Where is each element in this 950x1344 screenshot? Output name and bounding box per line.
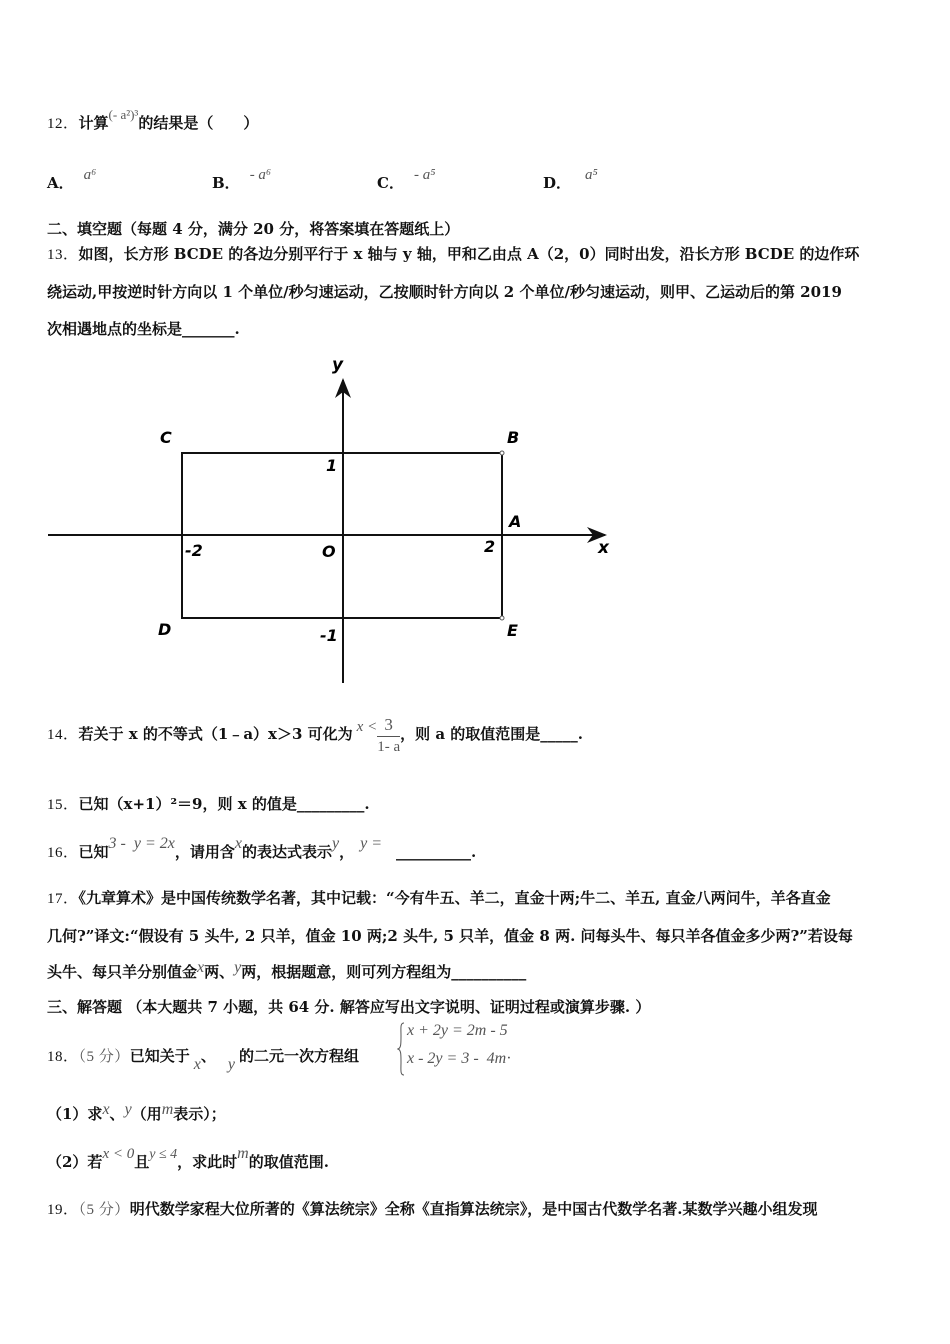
label-e: E	[507, 621, 518, 640]
q16-eq2: y =	[360, 835, 383, 852]
choice-label: C．	[377, 174, 404, 192]
axis-y-label: y	[332, 355, 344, 375]
question-number: 14．	[47, 727, 79, 743]
q16-var-y: y	[332, 835, 340, 852]
q15-text: 已知（x+1）²＝9，则 x 的值是_________.	[78, 795, 370, 813]
q17-var-x: x	[197, 959, 205, 976]
q13-line3: 次相遇地点的坐标是_______.	[47, 320, 240, 338]
question-number: 17．	[47, 891, 79, 907]
q12-suffix: 的结果是（ ）	[138, 114, 259, 132]
axis-x-label: x	[598, 538, 609, 558]
part2-label: （2）若	[47, 1153, 103, 1171]
q18-part1	[47, 1101, 906, 1125]
equation-1: x + 2y = 2m - 5	[407, 1022, 508, 1039]
part1-text-c: 表示）；	[173, 1105, 226, 1123]
fraction-denominator: 1- a	[377, 738, 401, 755]
q19-score: （5 分）	[78, 1202, 130, 1218]
section2-title: 二、填空题（每题 4 分，满分 20 分，将答案填在答题纸上）	[47, 220, 460, 238]
q15-stem	[47, 794, 906, 815]
q18-score: （5 分）	[78, 1049, 130, 1065]
q17-text3c: 两，根据题意，则可列方程组为__________	[241, 963, 527, 981]
tick-x-neg2: -2	[185, 541, 203, 560]
label-d: D	[158, 620, 172, 639]
q17-line2: 几何?”译文:“假设有 5 头牛, 2 只羊，值金 10 两;2 头牛, 5 只羊，值金 8 两. 问每头牛、每只羊各值金多少两?”若设每	[47, 927, 853, 945]
part1-text-b: （用	[131, 1105, 162, 1123]
coordinate-figure	[40, 350, 630, 690]
q18-part2	[47, 1145, 906, 1174]
question-number: 13．	[47, 247, 79, 263]
part2-cond2: y ≤ 4	[149, 1147, 178, 1162]
choice-value: a⁵	[585, 167, 598, 183]
part1-var-x: x	[102, 1101, 110, 1118]
choice-value: - a⁶	[249, 167, 272, 183]
q13-line1	[47, 244, 906, 265]
part2-text-c: 的取值范围.	[248, 1153, 329, 1171]
q17-var-y: y	[234, 959, 242, 976]
q18-equation-system	[397, 1022, 537, 1078]
choice-label: B．	[212, 174, 240, 192]
fraction-numerator: 3	[377, 714, 400, 737]
q16-mid2: 的表达式表示	[241, 843, 332, 861]
q18-var-y: y	[227, 1056, 236, 1073]
point-e	[500, 616, 504, 620]
point-b	[500, 451, 504, 455]
q17-line1	[47, 888, 906, 909]
tick-x-2: 2	[484, 537, 496, 556]
question-number: 16．	[47, 845, 79, 861]
question-number: 15．	[47, 797, 79, 813]
q16-blank[interactable]: __________.	[396, 843, 477, 861]
part2-cond1: x < 0	[102, 1146, 135, 1162]
label-a: A	[509, 512, 522, 531]
equation-2	[407, 1050, 512, 1068]
q17-text1: 《九章算术》是中国传统数学名著，其中记载：“今有牛五、羊二，直金十两;牛二、羊五, 直金八两问牛，羊各直金	[78, 889, 831, 907]
choice-value: a⁶	[83, 167, 97, 183]
q16-mid1: ，请用含	[174, 843, 235, 861]
part1-var-y: y	[124, 1101, 132, 1118]
q16-prefix: 已知	[78, 843, 109, 861]
tick-y-neg1: -1	[320, 626, 338, 645]
q16-equation: 3 - y = 2x	[108, 835, 175, 852]
q19-text: 明代数学家程大位所著的《算法统宗》全称《直指算法统宗》，是中国古代数学名著.某数学兴趣小组发现	[129, 1200, 818, 1218]
q17-text3a: 头牛、每只羊分别值金	[47, 963, 198, 981]
choice-label: D．	[543, 174, 572, 192]
question-number: 18．	[47, 1049, 79, 1065]
equation-2-text: x - 2y = 3 - 4m	[407, 1050, 507, 1067]
q18-var-x: x	[193, 1056, 201, 1073]
q16-mid3: ，	[339, 843, 355, 861]
label-c: C	[160, 428, 172, 447]
q18-text-a: 已知关于	[129, 1047, 190, 1065]
part2-text-b: ，求此时	[177, 1153, 238, 1171]
section3-title: 三、解答题 （本大题共 7 小题，共 64 分. 解答应写出文字说明、证明过程或演算步骤. ）	[47, 998, 651, 1016]
equation-2-end: ·	[506, 1050, 512, 1067]
q12-prefix: 计算	[78, 114, 109, 132]
left-brace-icon	[397, 1022, 405, 1076]
choice-d[interactable]	[543, 167, 598, 193]
q14-stem	[47, 712, 906, 756]
part2-var-m: m	[237, 1145, 249, 1162]
label-b: B	[507, 428, 520, 447]
q18-sep: 、	[200, 1047, 216, 1065]
part1-var-m: m	[161, 1101, 174, 1118]
q16-stem	[47, 835, 906, 863]
choice-label: A．	[47, 174, 74, 192]
q17-line3	[47, 959, 906, 983]
question-number: 19．	[47, 1202, 79, 1218]
part1-label: （1）求	[47, 1105, 103, 1123]
choice-b[interactable]	[212, 167, 272, 193]
choice-a[interactable]	[47, 167, 97, 193]
q14-fraction	[377, 714, 400, 757]
label-o: O	[322, 542, 336, 561]
part2-and: 且	[134, 1153, 150, 1171]
q18-text-b: 的二元一次方程组	[239, 1047, 360, 1065]
tick-y-1: 1	[326, 456, 338, 475]
question-number: 12．	[47, 116, 79, 132]
part1-sep: 、	[109, 1105, 125, 1123]
q12-stem	[47, 107, 906, 134]
q13-text1: 如图，长方形 BCDE 的各边分别平行于 x 轴与 y 轴，甲和乙由点 A（2，0）同时出发，沿长方形 BCDE 的边作环	[78, 245, 860, 263]
q17-text3b: 两、	[204, 963, 235, 981]
q13-line2: 绕运动,甲按逆时针方向以 1 个单位/秒匀速运动，乙按顺时针方向以 2 个单位/秒匀速运动，则甲、乙运动后的第 2019	[47, 283, 842, 301]
choice-c[interactable]	[377, 167, 436, 193]
choice-value: - a⁵	[413, 167, 436, 183]
q12-expression: (- a²)³	[108, 107, 139, 122]
q19-stem	[47, 1199, 906, 1220]
q14-suffix: ，则 a 的取值范围是_____.	[400, 725, 583, 743]
q14-text: 若关于 x 的不等式（1﹣a）x＞3 可化为	[78, 725, 353, 743]
q16-var-x: x	[234, 835, 242, 852]
q14-lhs: x <	[356, 719, 378, 735]
